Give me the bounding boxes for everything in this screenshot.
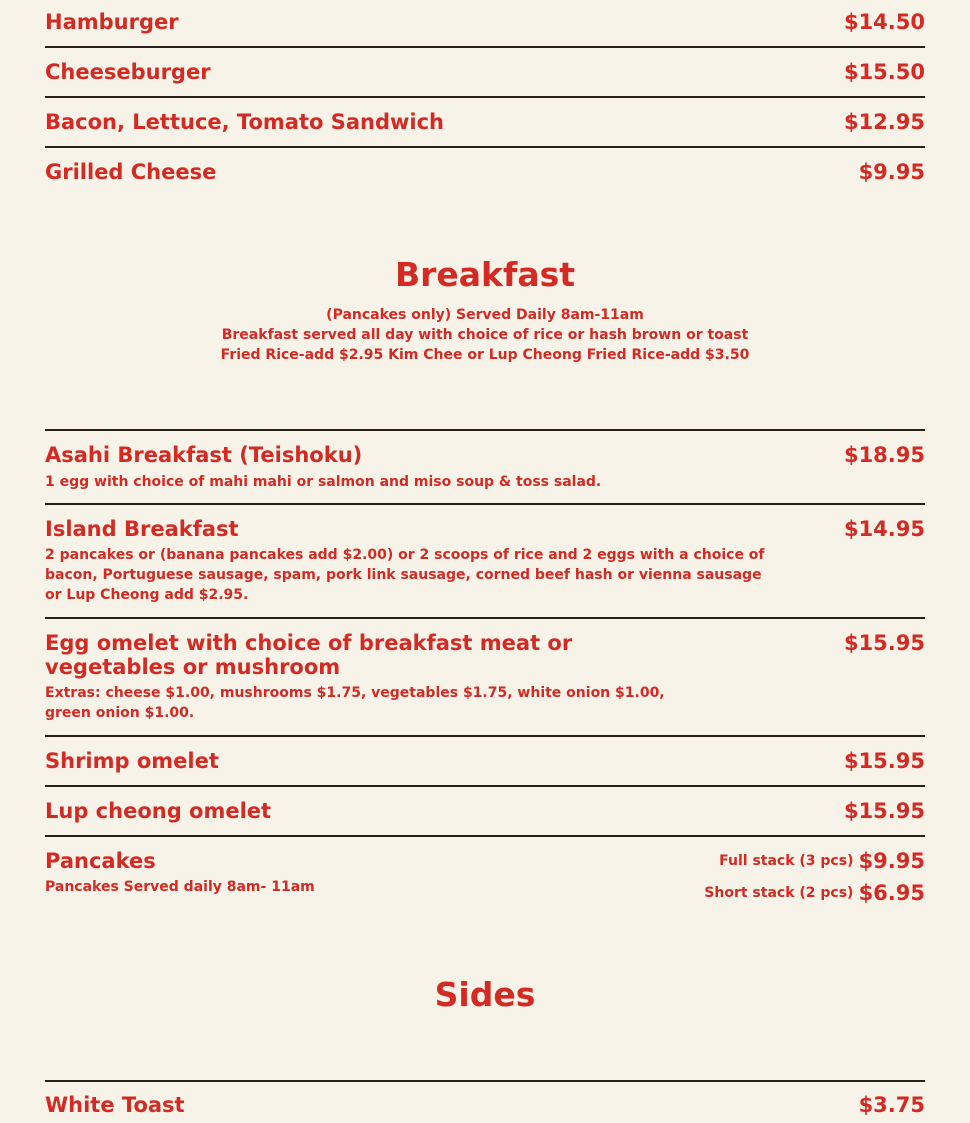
item-price: $12.95 (843, 110, 925, 134)
short-stack-amount: $6.95 (858, 881, 925, 905)
menu-item (45, 60, 925, 90)
section-title-sides: Sides (434, 975, 536, 1014)
full-stack-price (719, 849, 925, 873)
divider (45, 429, 925, 431)
item-name: Bacon, Lettuce, Tomato Sandwich (45, 110, 444, 134)
menu-item (45, 160, 925, 190)
divider (45, 96, 925, 98)
divider (45, 785, 925, 787)
item-name: Island Breakfast (45, 517, 239, 541)
section-note: Fried Rice-add $2.95 Kim Chee or Lup Cheong Fried Rice-add $3.50 (220, 347, 750, 363)
item-description: 2 pancakes or (banana pancakes add $2.00) or 2 scoops of rice and 2 eggs with a choice of bacon, Portuguese sausage, spam, pork link sausage, corned beef hash or vienna sausage or Lup Cheong add $2.95. (45, 547, 765, 603)
short-stack-price (704, 881, 925, 905)
menu-item-pancakes (45, 849, 925, 919)
divider (45, 146, 925, 148)
menu-item (45, 10, 925, 40)
item-description: Extras: cheese $1.00, mushrooms $1.75, vegetables $1.75, white onion $1.00, green onion $1.00. (45, 685, 665, 721)
divider (45, 835, 925, 837)
item-price: $18.95 (843, 443, 925, 467)
item-price: $14.50 (843, 10, 925, 34)
divider (45, 735, 925, 737)
item-name: Pancakes (45, 849, 156, 873)
item-price: $15.95 (843, 749, 925, 773)
item-description: 1 egg with choice of mahi mahi or salmon and miso soup & toss salad. (45, 474, 602, 490)
item-name: Lup cheong omelet (45, 799, 272, 823)
menu-item (45, 110, 925, 140)
divider (45, 46, 925, 48)
short-stack-label: Short stack (2 pcs) (704, 885, 854, 901)
item-price: $15.95 (843, 799, 925, 823)
section-note: (Pancakes only) Served Daily 8am-11am (326, 307, 644, 323)
item-name: Shrimp omelet (45, 749, 219, 773)
item-description: Pancakes Served daily 8am- 11am (45, 879, 315, 895)
full-stack-amount: $9.95 (858, 849, 925, 873)
item-name: Cheeseburger (45, 60, 211, 84)
menu-item (45, 517, 925, 607)
item-price: $15.50 (843, 60, 925, 84)
item-price: $3.75 (858, 1093, 925, 1117)
full-stack-label: Full stack (3 pcs) (719, 853, 854, 869)
menu-item (45, 1093, 925, 1123)
item-price: $9.95 (858, 160, 925, 184)
item-name: White Toast (45, 1093, 185, 1117)
divider (45, 503, 925, 505)
menu-item (45, 631, 925, 726)
item-price: $14.95 (843, 517, 925, 541)
item-name: Grilled Cheese (45, 160, 217, 184)
section-note: Breakfast served all day with choice of rice or hash brown or toast (221, 327, 749, 343)
menu-item (45, 443, 925, 493)
menu-item (45, 749, 925, 779)
divider (45, 617, 925, 619)
item-price: $15.95 (843, 631, 925, 655)
item-name: Hamburger (45, 10, 179, 34)
item-name: Egg omelet with choice of breakfast meat or vegetables or mushroom (45, 631, 573, 679)
divider (45, 1080, 925, 1082)
item-name: Asahi Breakfast (Teishoku) (45, 443, 363, 467)
menu-item (45, 799, 925, 829)
section-title-breakfast: Breakfast (394, 255, 576, 294)
